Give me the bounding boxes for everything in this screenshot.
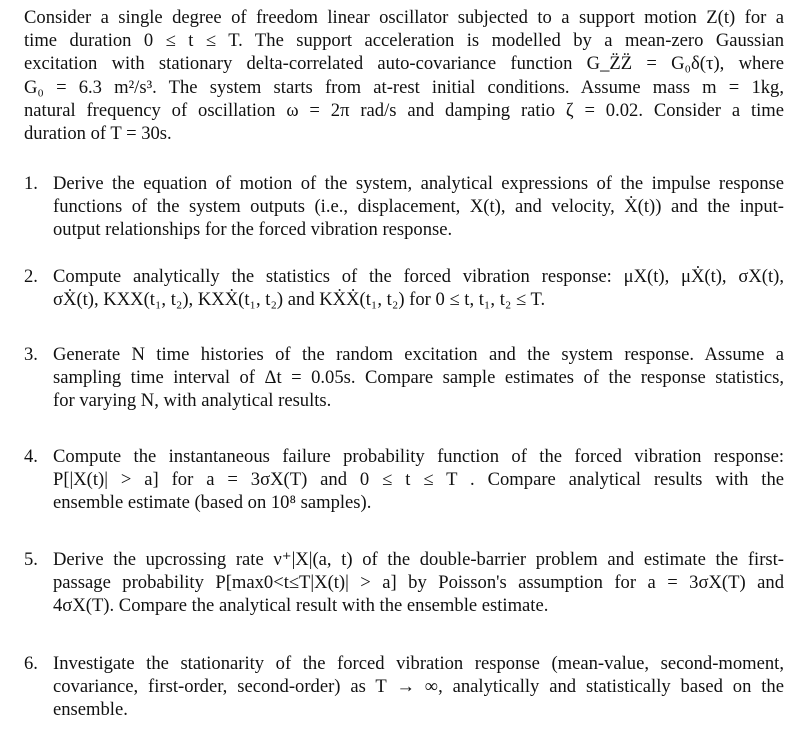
task-line: Compute analytically the statistics of the forced vibration response: μX(t), μẊ(t), σX(t), — [53, 266, 784, 287]
problem-statement — [24, 6, 784, 145]
task-number: 2. — [24, 266, 38, 287]
task-line: for varying N, with analytical results. — [53, 390, 332, 412]
task-line: ensemble estimate (based on 10⁸ samples). — [53, 492, 372, 514]
task-line: Derive the equation of motion of the system, analytical expressions of the impulse response — [53, 173, 784, 194]
task-number: 3. — [24, 344, 38, 365]
task-item-6 — [24, 652, 784, 722]
intro-line: natural frequency of oscillation ω = 2π rad/s and damping ratio ζ = 0.02. Consider a time — [24, 99, 784, 121]
task-text — [53, 652, 784, 722]
task-line: output relationships for the forced vibration response. — [53, 219, 453, 241]
task-text — [53, 172, 784, 242]
task-line: Derive the upcrossing rate ν⁺|X|(a, t) of the double-barrier problem and estimate the first- — [53, 549, 784, 570]
task-line: sampling time interval of Δt = 0.05s. Compare sample estimates of the response statistics, — [53, 367, 784, 389]
task-line: Generate N time histories of the random excitation and the system response. Assume a — [53, 344, 784, 365]
intro-line: G₀ = 6.3 m²/s³. The system starts from at-rest initial conditions. Assume mass m = 1kg, — [24, 76, 784, 98]
intro-line: duration of T = 30s. — [24, 123, 172, 145]
intro-line: Consider a single degree of freedom linear oscillator subjected to a support motion Z(t) for a — [24, 7, 784, 28]
task-number: 6. — [24, 653, 38, 674]
task-item-2 — [24, 265, 784, 311]
task-item-3 — [24, 343, 784, 413]
task-line: Compute the instantaneous failure probability function of the forced vibration response: — [53, 446, 784, 467]
task-line: functions of the system outputs (i.e., displacement, X(t), and velocity, Ẋ(t)) and the input- — [53, 196, 784, 218]
task-text — [53, 445, 784, 515]
task-line: σẊ(t), KXX(t₁, t₂), KXẊ(t₁, t₂) and KẊẊ(t₁, t₂) for 0 ≤ t, t₁, t₂ ≤ T. — [53, 289, 546, 311]
task-number: 5. — [24, 549, 38, 570]
task-item-5 — [24, 548, 784, 618]
intro-line: time duration 0 ≤ t ≤ T. The support acceleration is modelled by a mean-zero Gaussian — [24, 30, 784, 52]
task-text — [53, 265, 784, 311]
task-line: passage probability P[max0<t≤T|X(t)| > a] by Poisson's assumption for a = 3σX(T) and — [53, 572, 784, 594]
task-text — [53, 548, 784, 618]
task-line: Investigate the stationarity of the forced vibration response (mean-value, second-moment, — [53, 653, 784, 674]
task-number: 4. — [24, 446, 38, 467]
task-number: 1. — [24, 173, 38, 194]
task-line: P[|X(t)| > a] for a = 3σX(T) and 0 ≤ t ≤ T . Compare analytical results with the — [53, 469, 784, 491]
task-text — [53, 343, 784, 413]
task-line: covariance, first-order, second-order) as T → ∞, analytically and statistically based on the — [53, 676, 784, 698]
task-line: 4σX(T). Compare the analytical result with the ensemble estimate. — [53, 595, 549, 617]
task-item-4 — [24, 445, 784, 515]
task-item-1 — [24, 172, 784, 242]
intro-line: excitation with stationary delta-correlated auto-covariance function G_Z̈Z̈ = G₀δ(τ), where — [24, 53, 784, 75]
task-line: ensemble. — [53, 699, 128, 721]
